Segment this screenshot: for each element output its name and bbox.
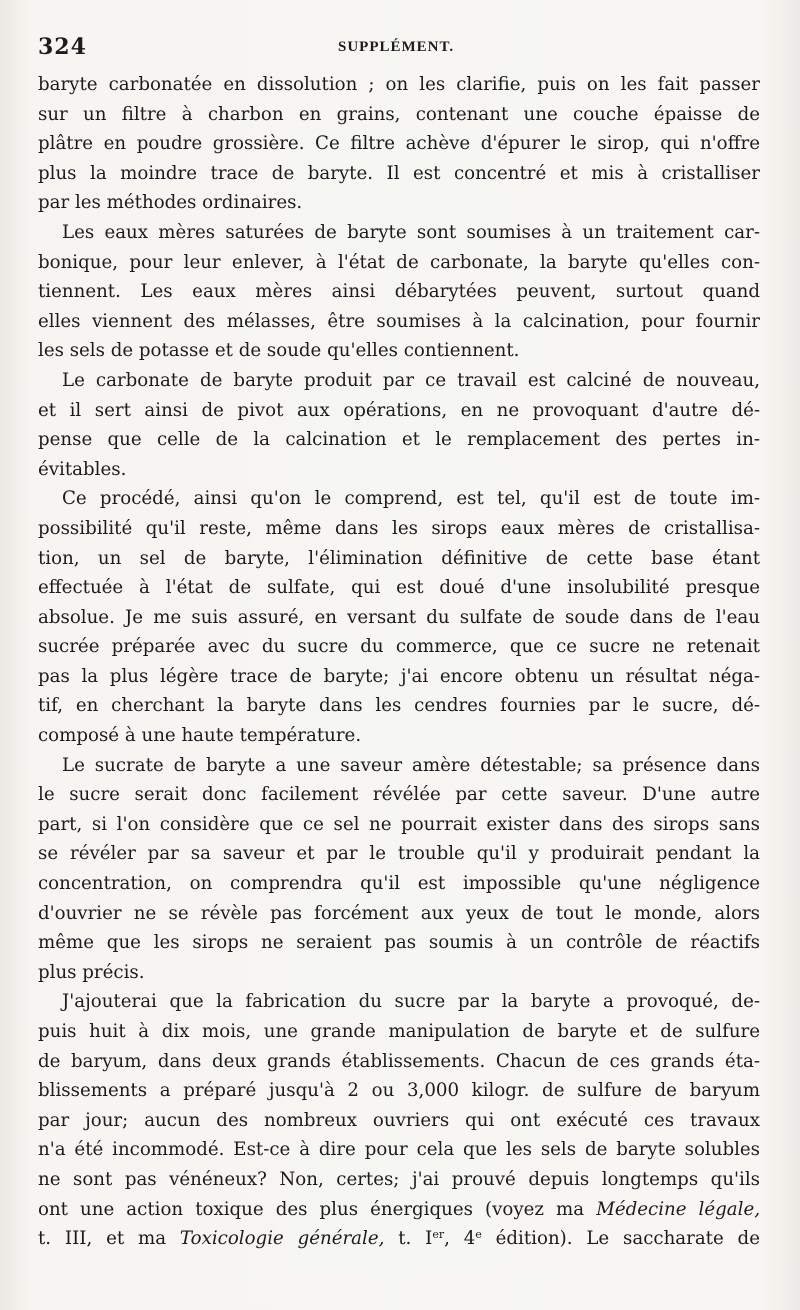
text-line: les sels de potasse et de soude qu'elles contiennent.: [38, 340, 520, 362]
text-line: plus la moindre trace de baryte. Il est concentré et mis à cristalliser: [38, 162, 760, 184]
text-line: se révéler par sa saveur et par le trouble qu'il y produirait pendant la: [38, 843, 760, 865]
text-line: Le sucrate de baryte a une saveur amère détestable; sa présence dans: [62, 754, 760, 776]
text-line: Le carbonate de baryte produit par ce travail est calciné de nouveau,: [62, 369, 760, 391]
text-line: pas la plus légère trace de baryte; j'ai encore obtenu un résultat néga-: [38, 665, 760, 687]
italic-title: Médecine légale,: [596, 1198, 760, 1220]
paragraph-5: [38, 751, 760, 988]
text-line: Ce procédé, ainsi qu'on le comprend, est tel, qu'il est de toute im-: [62, 488, 760, 510]
text-line: absolue. Je me suis assuré, en versant du sulfate de soude dans de l'eau: [38, 606, 760, 628]
text-line: n'a été incommodé. Est-ce à dire pour cela que les sels de baryte solubles: [38, 1139, 760, 1161]
text-line: elles viennent des mélasses, être soumises à la calcination, pour fournir: [38, 310, 760, 332]
text-fragment: t. III, et ma: [38, 1228, 167, 1250]
text-line: effectuée à l'état de sulfate, qui est doué d'une insolubilité presque: [38, 577, 760, 599]
text-line: Les eaux mères saturées de baryte sont soumises à un traitement car-: [62, 221, 760, 243]
text-line: [38, 1224, 760, 1254]
text-line: évitables.: [38, 458, 127, 480]
page-header: [38, 34, 762, 64]
text-line: plâtre en poudre grossière. Ce filtre achève d'épurer le sirop, qui n'offre: [38, 133, 760, 155]
text-line: sucrée préparée avec du sucre du commerce, que ce sucre ne retenait: [38, 636, 760, 658]
text-fragment: t. I: [398, 1228, 433, 1250]
page-number: 324: [38, 34, 87, 60]
text-line: tion, un sel de baryte, l'élimination définitive de cette base étant: [38, 547, 760, 569]
text-fragment: ont une action toxique des plus énergiques (voyez ma: [38, 1198, 585, 1220]
text-line: tiennent. Les eaux mères ainsi débarytées peuvent, surtout quand: [38, 281, 760, 303]
text-line: par jour; aucun des nombreux ouvriers qui ont exécuté ces travaux: [38, 1109, 760, 1131]
paragraph-1: [38, 70, 760, 218]
text-line: part, si l'on considère que ce sel ne pourrait exister dans des sirops sans: [38, 813, 760, 835]
paragraph-6: [38, 987, 760, 1253]
paragraph-3: [38, 366, 760, 484]
running-head: SUPPLÉMENT.: [338, 39, 455, 55]
text-line: même que les sirops ne seraient pas soumis à un contrôle de réactifs: [38, 932, 760, 954]
text-line: baryte carbonatée en dissolution ; on les clarifie, puis on les fait passer: [38, 74, 760, 95]
text-line: par les méthodes ordinaires.: [38, 192, 303, 214]
superscript: er: [432, 1228, 445, 1242]
text-line: plus précis.: [38, 961, 145, 983]
text-line: J'ajouterai que la fabrication du sucre par la baryte a provoqué, de-: [62, 991, 760, 1013]
italic-title: Toxicologie générale,: [179, 1228, 385, 1250]
text-line: de baryum, dans deux grands établissements. Chacun de ces grands éta-: [38, 1050, 760, 1072]
text-line: blissements a préparé jusqu'à 2 ou 3,000 kilogr. de sulfure de baryum: [38, 1080, 760, 1102]
text-line: bonique, pour leur enlever, à l'état de carbonate, la baryte qu'elles con-: [38, 251, 760, 273]
text-line: tif, en cherchant la baryte dans les cendres fournies par le sucre, dé-: [38, 695, 760, 717]
text-line: possibilité qu'il reste, même dans les sirops eaux mères de cristallisa-: [38, 517, 760, 539]
text-fragment: , 4: [444, 1228, 476, 1250]
body-text: [38, 70, 760, 1254]
text-line: ne sont pas vénéneux? Non, certes; j'ai prouvé depuis longtemps qu'ils: [38, 1168, 760, 1190]
superscript: e: [475, 1228, 482, 1242]
paragraph-2: [38, 218, 760, 366]
text-line: le sucre serait donc facilement révélée par cette saveur. D'une autre: [38, 784, 760, 806]
text-line: d'ouvrier ne se révèle pas forcément aux yeux de tout le monde, alors: [38, 902, 760, 924]
text-line: puis huit à dix mois, une grande manipulation de baryte et de sulfure: [38, 1021, 760, 1042]
text-line: pense que celle de la calcination et le remplacement des pertes in-: [38, 429, 760, 451]
text-line: et il sert ainsi de pivot aux opérations, en ne provoquant d'autre dé-: [38, 399, 760, 421]
text-line: concentration, on comprendra qu'il est impossible qu'une négligence: [38, 873, 760, 895]
text-line: sur un filtre à charbon en grains, contenant une couche épaisse de: [38, 103, 760, 125]
paragraph-4: [38, 484, 760, 750]
text-fragment: édition). Le saccharate de: [495, 1228, 760, 1250]
text-line: composé à une haute température.: [38, 725, 362, 747]
text-line: [38, 1195, 760, 1225]
